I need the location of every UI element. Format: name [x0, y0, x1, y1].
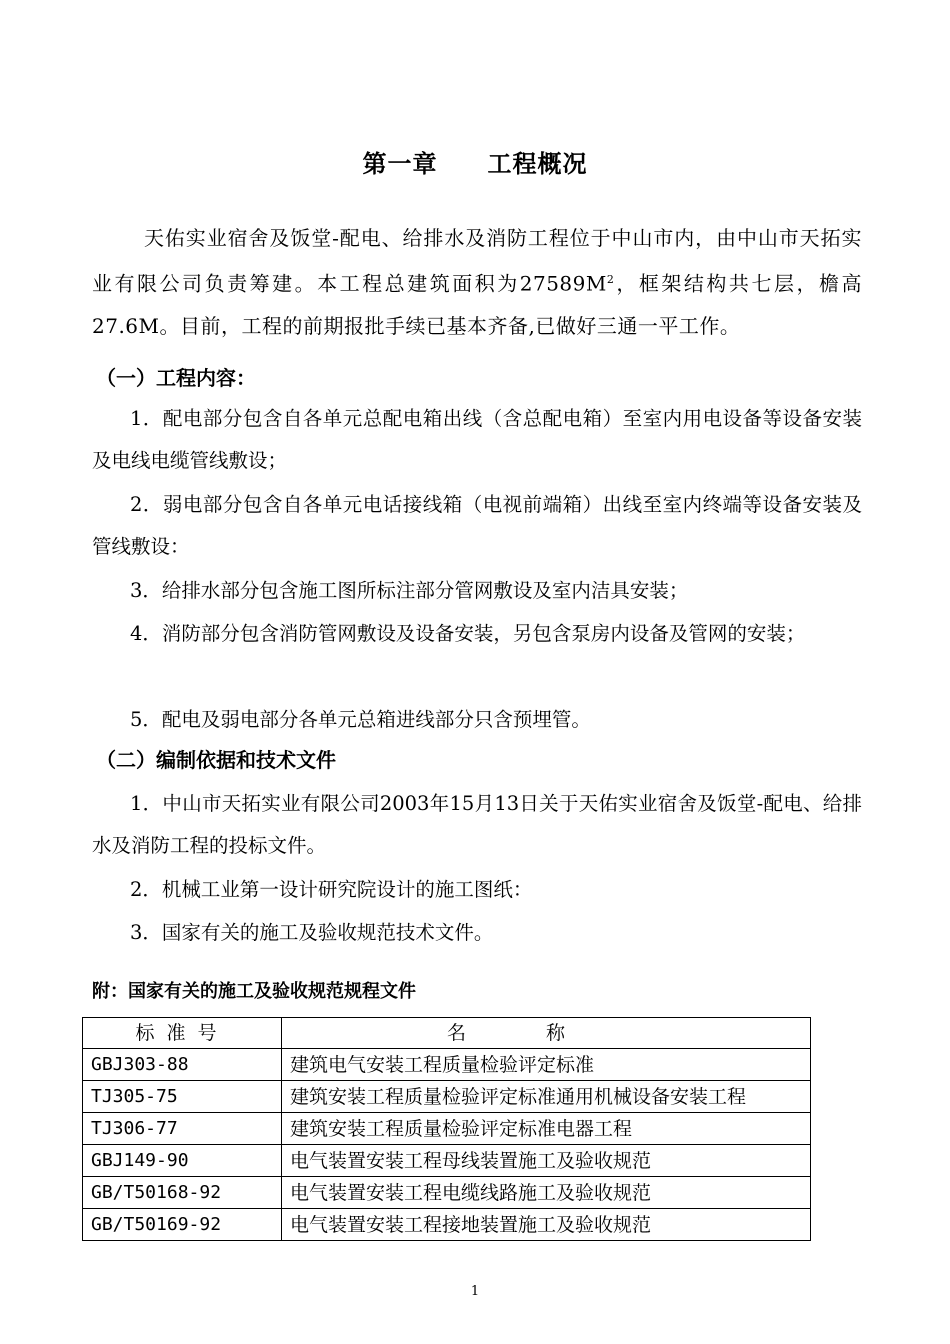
table-row: [83, 1145, 811, 1177]
table-row: [83, 1209, 811, 1241]
table-row: [83, 1113, 811, 1145]
table-header-row: [83, 1018, 811, 1049]
list-item: 1．中山市天拓实业有限公司2003年15月13日关于天佑实业宿舍及饭堂-配电、给排水及消防工程的投标文件。: [92, 792, 862, 857]
standard-code: GB/T50168-92: [83, 1177, 282, 1209]
standard-code: GBJ303-88: [83, 1049, 282, 1081]
list-item: 5．配电及弱电部分各单元总箱进线部分只含预埋管。: [130, 708, 591, 731]
chapter-name: 工程概况: [487, 150, 588, 178]
list-item: 2．弱电部分包含自各单元电话接线箱（电视前端箱）出线至室内终端等设备安装及管线敷设：: [92, 493, 862, 558]
header-name: 名称: [282, 1018, 811, 1049]
chapter-number: 第一章: [362, 150, 438, 178]
standard-code: TJ306-77: [83, 1113, 282, 1145]
standard-code: GBJ149-90: [83, 1145, 282, 1177]
section-heading-2: （二）编制依据和技术文件: [96, 748, 336, 772]
standard-name: 电气装置安装工程母线装置施工及验收规范: [282, 1145, 811, 1177]
page-number: 1: [470, 1284, 480, 1299]
standards-table: [82, 1017, 811, 1241]
list-item: 3．给排水部分包含施工图所标注部分管网敷设及室内洁具安装；: [130, 579, 689, 602]
standard-code: GB/T50169-92: [83, 1209, 282, 1241]
standard-name: 建筑安装工程质量检验评定标准通用机械设备安装工程: [282, 1081, 811, 1113]
list-item: 2．机械工业第一设计研究院设计的施工图纸：: [130, 878, 533, 901]
superscript: 2: [606, 273, 615, 286]
standard-name: 建筑安装工程质量检验评定标准电器工程: [282, 1113, 811, 1145]
table-row: [83, 1081, 811, 1113]
standard-code: TJ305-75: [83, 1081, 282, 1113]
list-item: 1．配电部分包含自各单元总配电箱出线（含总配电箱）至室内用电设备等设备安装及电线电缆管线敷设；: [92, 407, 862, 472]
standard-name: 电气装置安装工程电缆线路施工及验收规范: [282, 1177, 811, 1209]
chapter-title: [0, 144, 950, 179]
standard-name: 电气装置安装工程接地装置施工及验收规范: [282, 1209, 811, 1241]
table-row: [83, 1049, 811, 1081]
standard-name: 建筑电气安装工程质量检验评定标准: [282, 1049, 811, 1081]
header-code: 标准号: [83, 1018, 282, 1049]
intro-paragraph: 天佑实业宿舍及饭堂-配电、给排水及消防工程位于中山市内，由中山市天拓实业有限公司负责筹建。本工程总建筑面积为$27589M^2$，框架结构共七层，檐高27.6M。目前，工程的前期报批手续已基本齐备,已做好三通一平工作。: [92, 226, 863, 338]
section-heading-1: （一）工程内容：: [96, 366, 256, 390]
table-row: [83, 1177, 811, 1209]
list-item: 4．消防部分包含消防管网敷设及设备安装，另包含泵房内设备及管网的安装；: [130, 622, 806, 645]
list-item: 3．国家有关的施工及验收规范技术文件。: [130, 921, 494, 944]
appendix-title: 附：国家有关的施工及验收规范规程文件: [92, 981, 416, 1002]
